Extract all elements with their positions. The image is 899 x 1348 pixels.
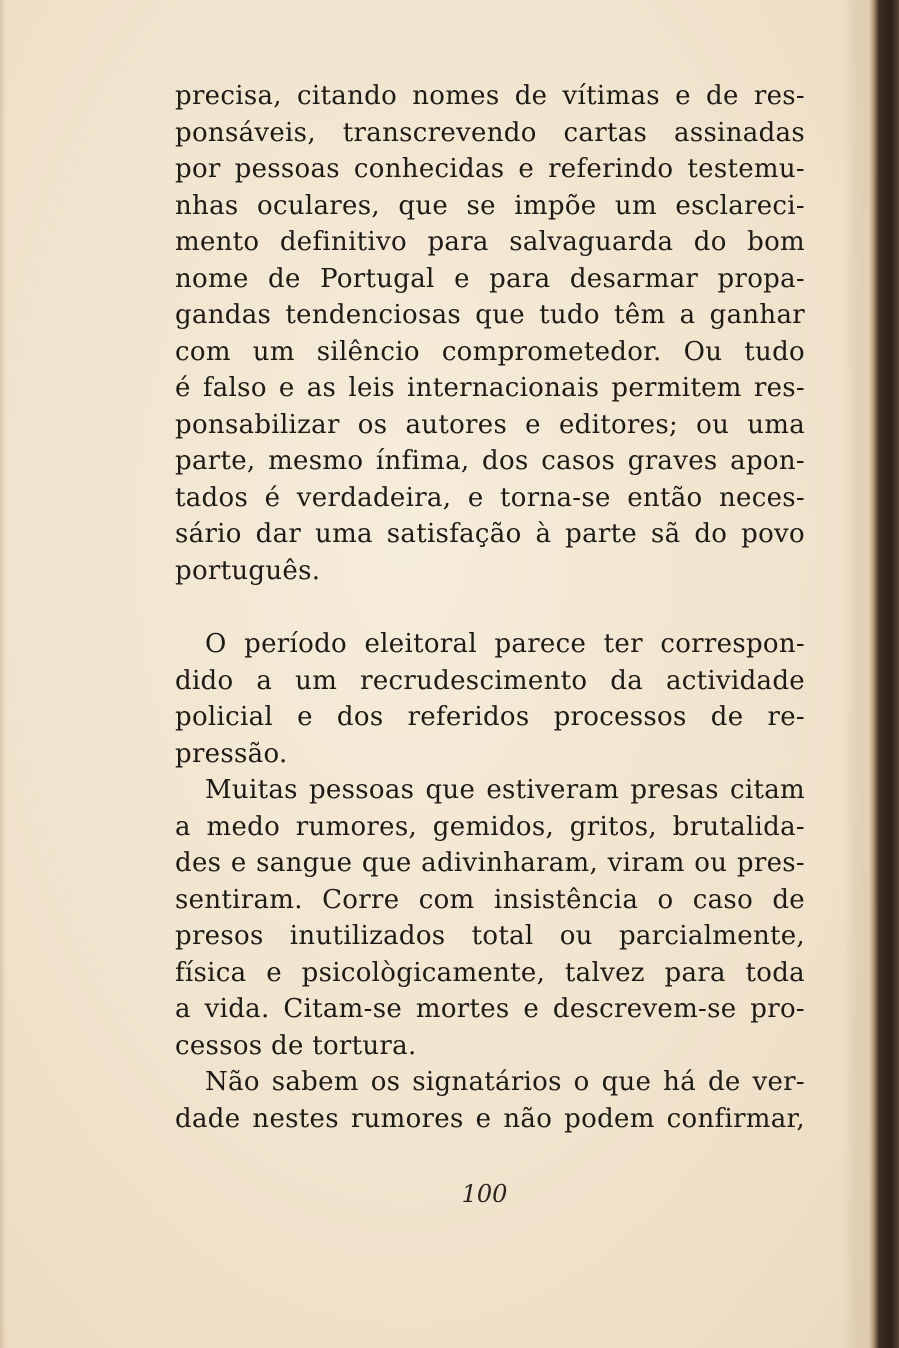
text-line: ponsáveis, transcrevendo cartas assinadas [175,117,805,148]
text-line: pressão. [175,738,288,769]
text-line: dade nestes rumores e não podem confirmar, [175,1103,805,1134]
text-line: sentiram. Corre com insistência o caso de [175,884,805,915]
text-line: tados é verdadeira, e torna-se então neces- [175,482,805,513]
text-line: ponsabilizar os autores e editores; ou uma [175,409,805,440]
text-line: presos inutilizados total ou parcialmente, [175,921,805,951]
text-line: O período eleitoral parece ter correspon- [205,629,805,659]
paragraph-2 [175,626,805,772]
text-line: parte, mesmo ínfima, dos casos graves apon- [175,446,805,476]
text-line: cessos de tortura. [175,1030,417,1061]
book-edge-shadow [843,0,899,1348]
text-line: português. [175,555,321,586]
text-line: a vida. Citam-se mortes e descrevem-se pro- [175,994,805,1024]
text-line: mento definitivo para salvaguarda do bom [175,227,805,257]
text-line: física e psicològicamente, talvez para toda [175,957,805,988]
text-line: Muitas pessoas que estiveram presas citam [205,775,805,805]
page-fold-shadow [0,0,6,1348]
text-line: policial e dos referidos processos de re- [175,702,805,732]
text-line: a medo rumores, gemidos, gritos, brutalida- [175,811,805,842]
paragraph-3 [175,772,805,1064]
text-line: é falso e as leis internacionais permitem res- [175,373,805,403]
text-line: precisa, citando nomes de vítimas e de res- [175,81,805,111]
text-line: gandas tendenciosas que tudo têm a ganhar [175,300,805,330]
paragraph-spacer [175,589,805,626]
text-line: por pessoas conhecidas e referindo testemu- [175,154,805,184]
text-line: nhas oculares, que se impõe um esclareci- [175,190,805,221]
paragraph-1 [175,78,805,589]
page-number: 100 [461,1180,508,1208]
text-line: dido a um recrudescimento da actividade [175,665,805,696]
text-line: com um silêncio comprometedor. Ou tudo [175,336,805,367]
text-line: sário dar uma satisfação à parte sã do povo [175,519,805,549]
paragraph-4 [175,1064,805,1137]
body-text [175,78,805,1137]
text-line: des e sangue que adivinharam, viram ou pres- [175,848,805,878]
text-line: nome de Portugal e para desarmar propa- [175,263,805,294]
text-line: Não sabem os signatários o que há de ver- [205,1067,805,1097]
